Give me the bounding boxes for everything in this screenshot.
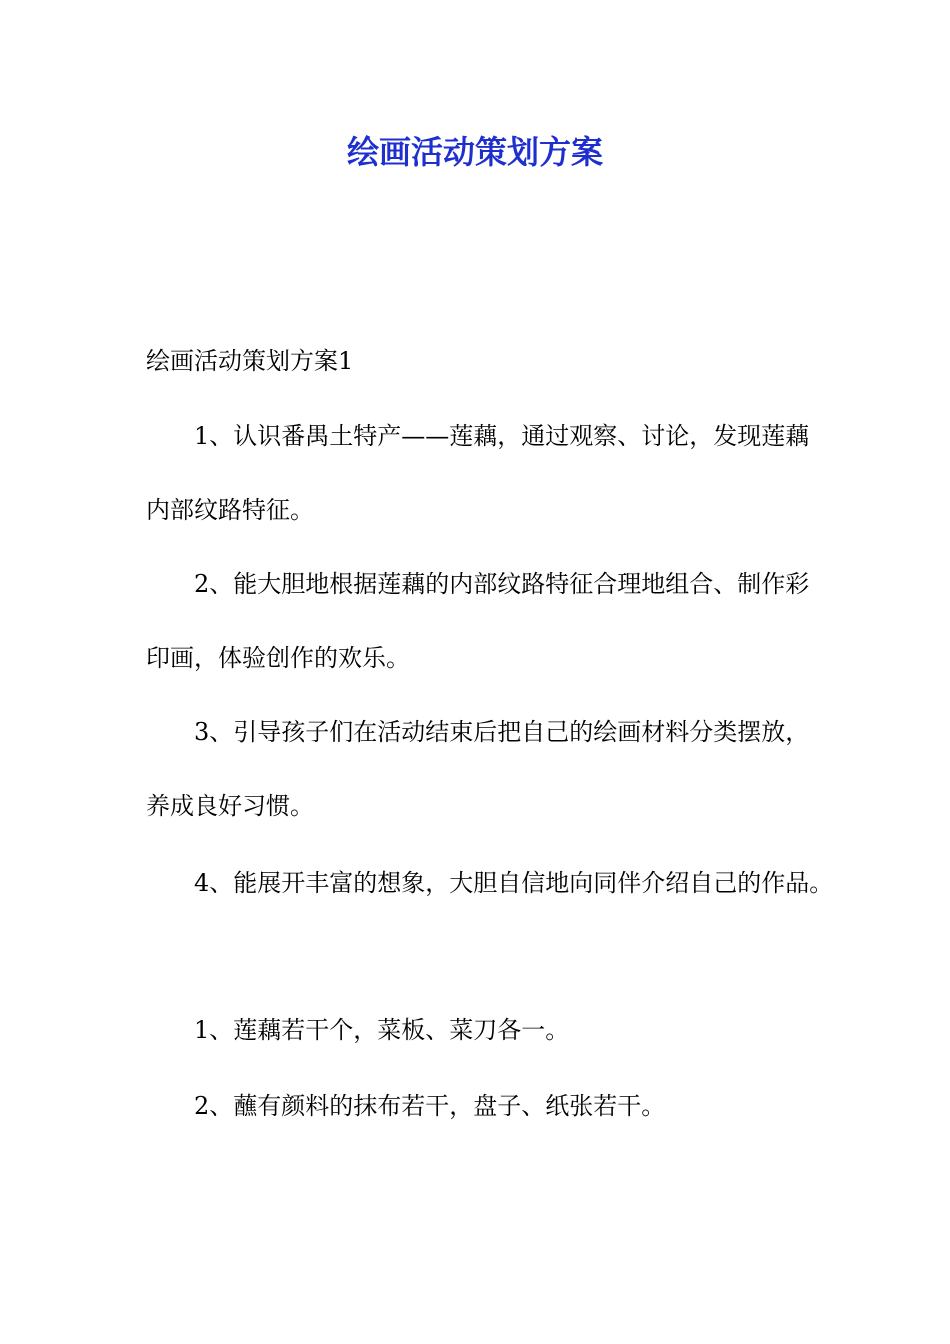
goal-item-1-line-1: 1、认识番禺土特产——莲藕，通过观察、讨论，发现莲藕 xyxy=(194,422,810,450)
goal-item-2-line-1: 2、能大胆地根据莲藕的内部纹路特征合理地组合、制作彩 xyxy=(194,570,810,598)
goal-item-3-line-1: 3、引导孩子们在活动结束后把自己的绘画材料分类摆放， xyxy=(194,718,810,746)
material-item-2: 2、蘸有颜料的抹布若干，盘子、纸张若干。 xyxy=(194,1092,666,1120)
document-title: 绘画活动策划方案 xyxy=(346,133,603,171)
goal-item-4-line-1: 4、能展开丰富的想象，大胆自信地向同伴介绍自己的作品。 xyxy=(194,869,834,897)
goal-item-2-line-2: 印画，体验创作的欢乐。 xyxy=(146,644,410,672)
material-item-1: 1、莲藕若干个，菜板、菜刀各一。 xyxy=(194,1016,570,1044)
goal-item-3-line-2: 养成良好习惯。 xyxy=(146,792,314,820)
section-heading: 绘画活动策划方案1 xyxy=(146,347,354,375)
goal-item-1-line-2: 内部纹路特征。 xyxy=(146,496,314,524)
